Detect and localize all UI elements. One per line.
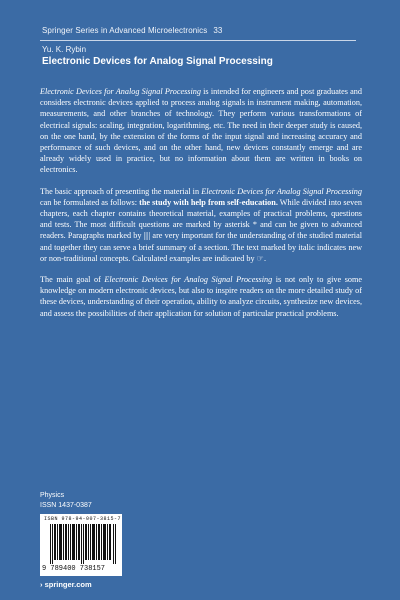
author: Yu. K. Rybin — [42, 45, 87, 54]
subject-label: Physics — [40, 492, 65, 499]
publisher-link[interactable]: › springer.com — [40, 580, 92, 589]
paragraph-text: is not only to give some knowledge on modern electronic devices, but also to inspire readers on the more detailed study of these devices, understanding of their operation, ability to analyze circuits, synthesize new devices, and assess the possibilities of their application for solution of particular practical problems. — [40, 275, 362, 318]
subject-block — [40, 491, 92, 511]
series-name: Springer Series in Advanced Microelectronics — [42, 26, 208, 35]
paragraph-text: While divided into seven chapters, each chapter contains theoretical material, examples of practical problems, questions and tests. The most difficult questions are marked by asterisk * and can be given to advanced readers. Paragraphs marked by |||| are very important for the understanding of the studied material and together they can serve a brief summary of a section. The text marked by italic indicates new or non-traditional concepts. Calculated examples are indicated by ☞. — [40, 197, 363, 263]
paragraph-text: is intended for engineers and post graduates and considers electronic devices applied to process analog signals in instrument making, automation, measurements, and other branches of technology. They perform various transformations of electrical signals: scaling, integration, logarithming, etc. The need in their deeper study is caused, on the one hand, by the extension of the forms of the input signal and increasing accuracy and performance of such devices, and on the other hand, new devices constantly emerge and are already widely used in practice, but no information about them are written in books on electronics. — [40, 87, 362, 175]
paragraph-text: The basic approach of presenting the material in — [40, 186, 202, 196]
blurb-paragraph-2 — [40, 186, 362, 264]
bold-phrase: the study with help from self-education. — [139, 197, 278, 207]
book-title: Electronic Devices for Analog Signal Processing — [42, 56, 273, 67]
paragraph-text: can be formulated as follows: — [40, 197, 140, 207]
barcode-number: 9 789400 738157 — [42, 565, 106, 573]
isbn-label: ISBN 978-94-007-3815-7 — [44, 516, 122, 522]
divider — [40, 40, 356, 41]
blurb — [40, 86, 362, 329]
series-number: 33 — [213, 26, 223, 35]
barcode-icon — [50, 524, 116, 564]
book-title-italic: Electronic Devices for Analog Signal Processing — [201, 186, 362, 196]
paragraph-text: The main goal of — [40, 275, 105, 285]
book-title-italic: Electronic Devices for Analog Signal Processing — [104, 275, 273, 285]
series-line — [42, 26, 222, 35]
blurb-paragraph-1 — [40, 86, 362, 176]
issn: ISSN 1437-0387 — [40, 502, 92, 509]
book-title-italic: Electronic Devices for Analog Signal Processing — [40, 87, 201, 96]
blurb-paragraph-3 — [40, 274, 362, 319]
